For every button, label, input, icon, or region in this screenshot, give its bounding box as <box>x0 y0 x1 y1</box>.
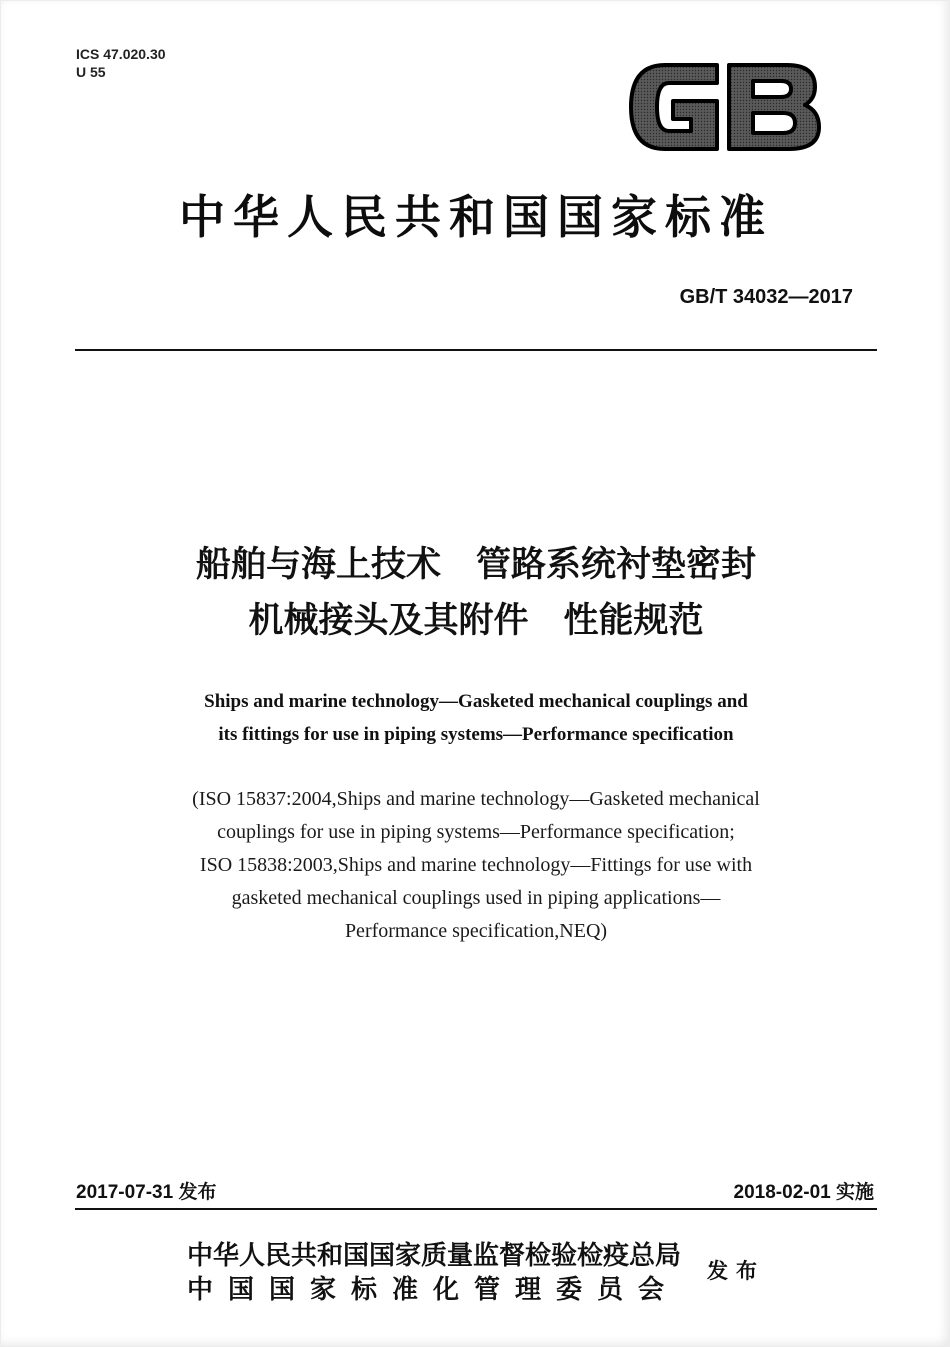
iso-reference <box>76 783 876 948</box>
chinese-title-line: 机械接头及其附件 性能规范 <box>248 601 704 641</box>
english-title <box>76 685 876 751</box>
iso-reference-line: ISO 15838:2003,Ships and marine technology—Fittings for use with <box>199 854 753 876</box>
english-title-line: Ships and marine technology—Gasketed mechanical couplings and <box>204 691 748 712</box>
footer-divider <box>75 1208 877 1210</box>
iso-reference-line: couplings for use in piping systems—Performance specification; <box>217 821 735 843</box>
standard-number: GB/T 34032—2017 <box>679 286 853 308</box>
english-title-line: its fittings for use in piping systems—Performance specification <box>218 724 734 745</box>
implementation-date: 2018-02-01 实施 <box>733 1182 874 1203</box>
chinese-title <box>76 537 876 649</box>
ics-code: ICS 47.020.30 <box>76 46 166 62</box>
gb-logo <box>625 57 825 157</box>
iso-reference-line: Performance specification,NEQ) <box>344 920 608 942</box>
issuer-sac: 中国国家标准化管理委员会 <box>187 1275 680 1305</box>
iso-reference-line: gasketed mechanical couplings used in piping applications— <box>231 887 721 909</box>
issuer-aqsiq: 中华人民共和国国家质量监督检验检疫总局 <box>187 1241 682 1271</box>
iso-reference-line: (ISO 15837:2004,Ships and marine technology—Gasketed mechanical <box>192 788 760 810</box>
ccs-code: U 55 <box>76 64 106 80</box>
header-divider <box>75 349 877 351</box>
national-standard-heading: 中华人民共和国国家标准 <box>179 190 773 244</box>
chinese-title-line: 船舶与海上技术 管路系统衬垫密封 <box>195 545 756 585</box>
publish-label: 发布 <box>707 1259 765 1283</box>
issuing-authorities <box>187 1239 681 1307</box>
issue-date: 2017-07-31 发布 <box>76 1182 217 1203</box>
classification-codes <box>76 45 166 81</box>
